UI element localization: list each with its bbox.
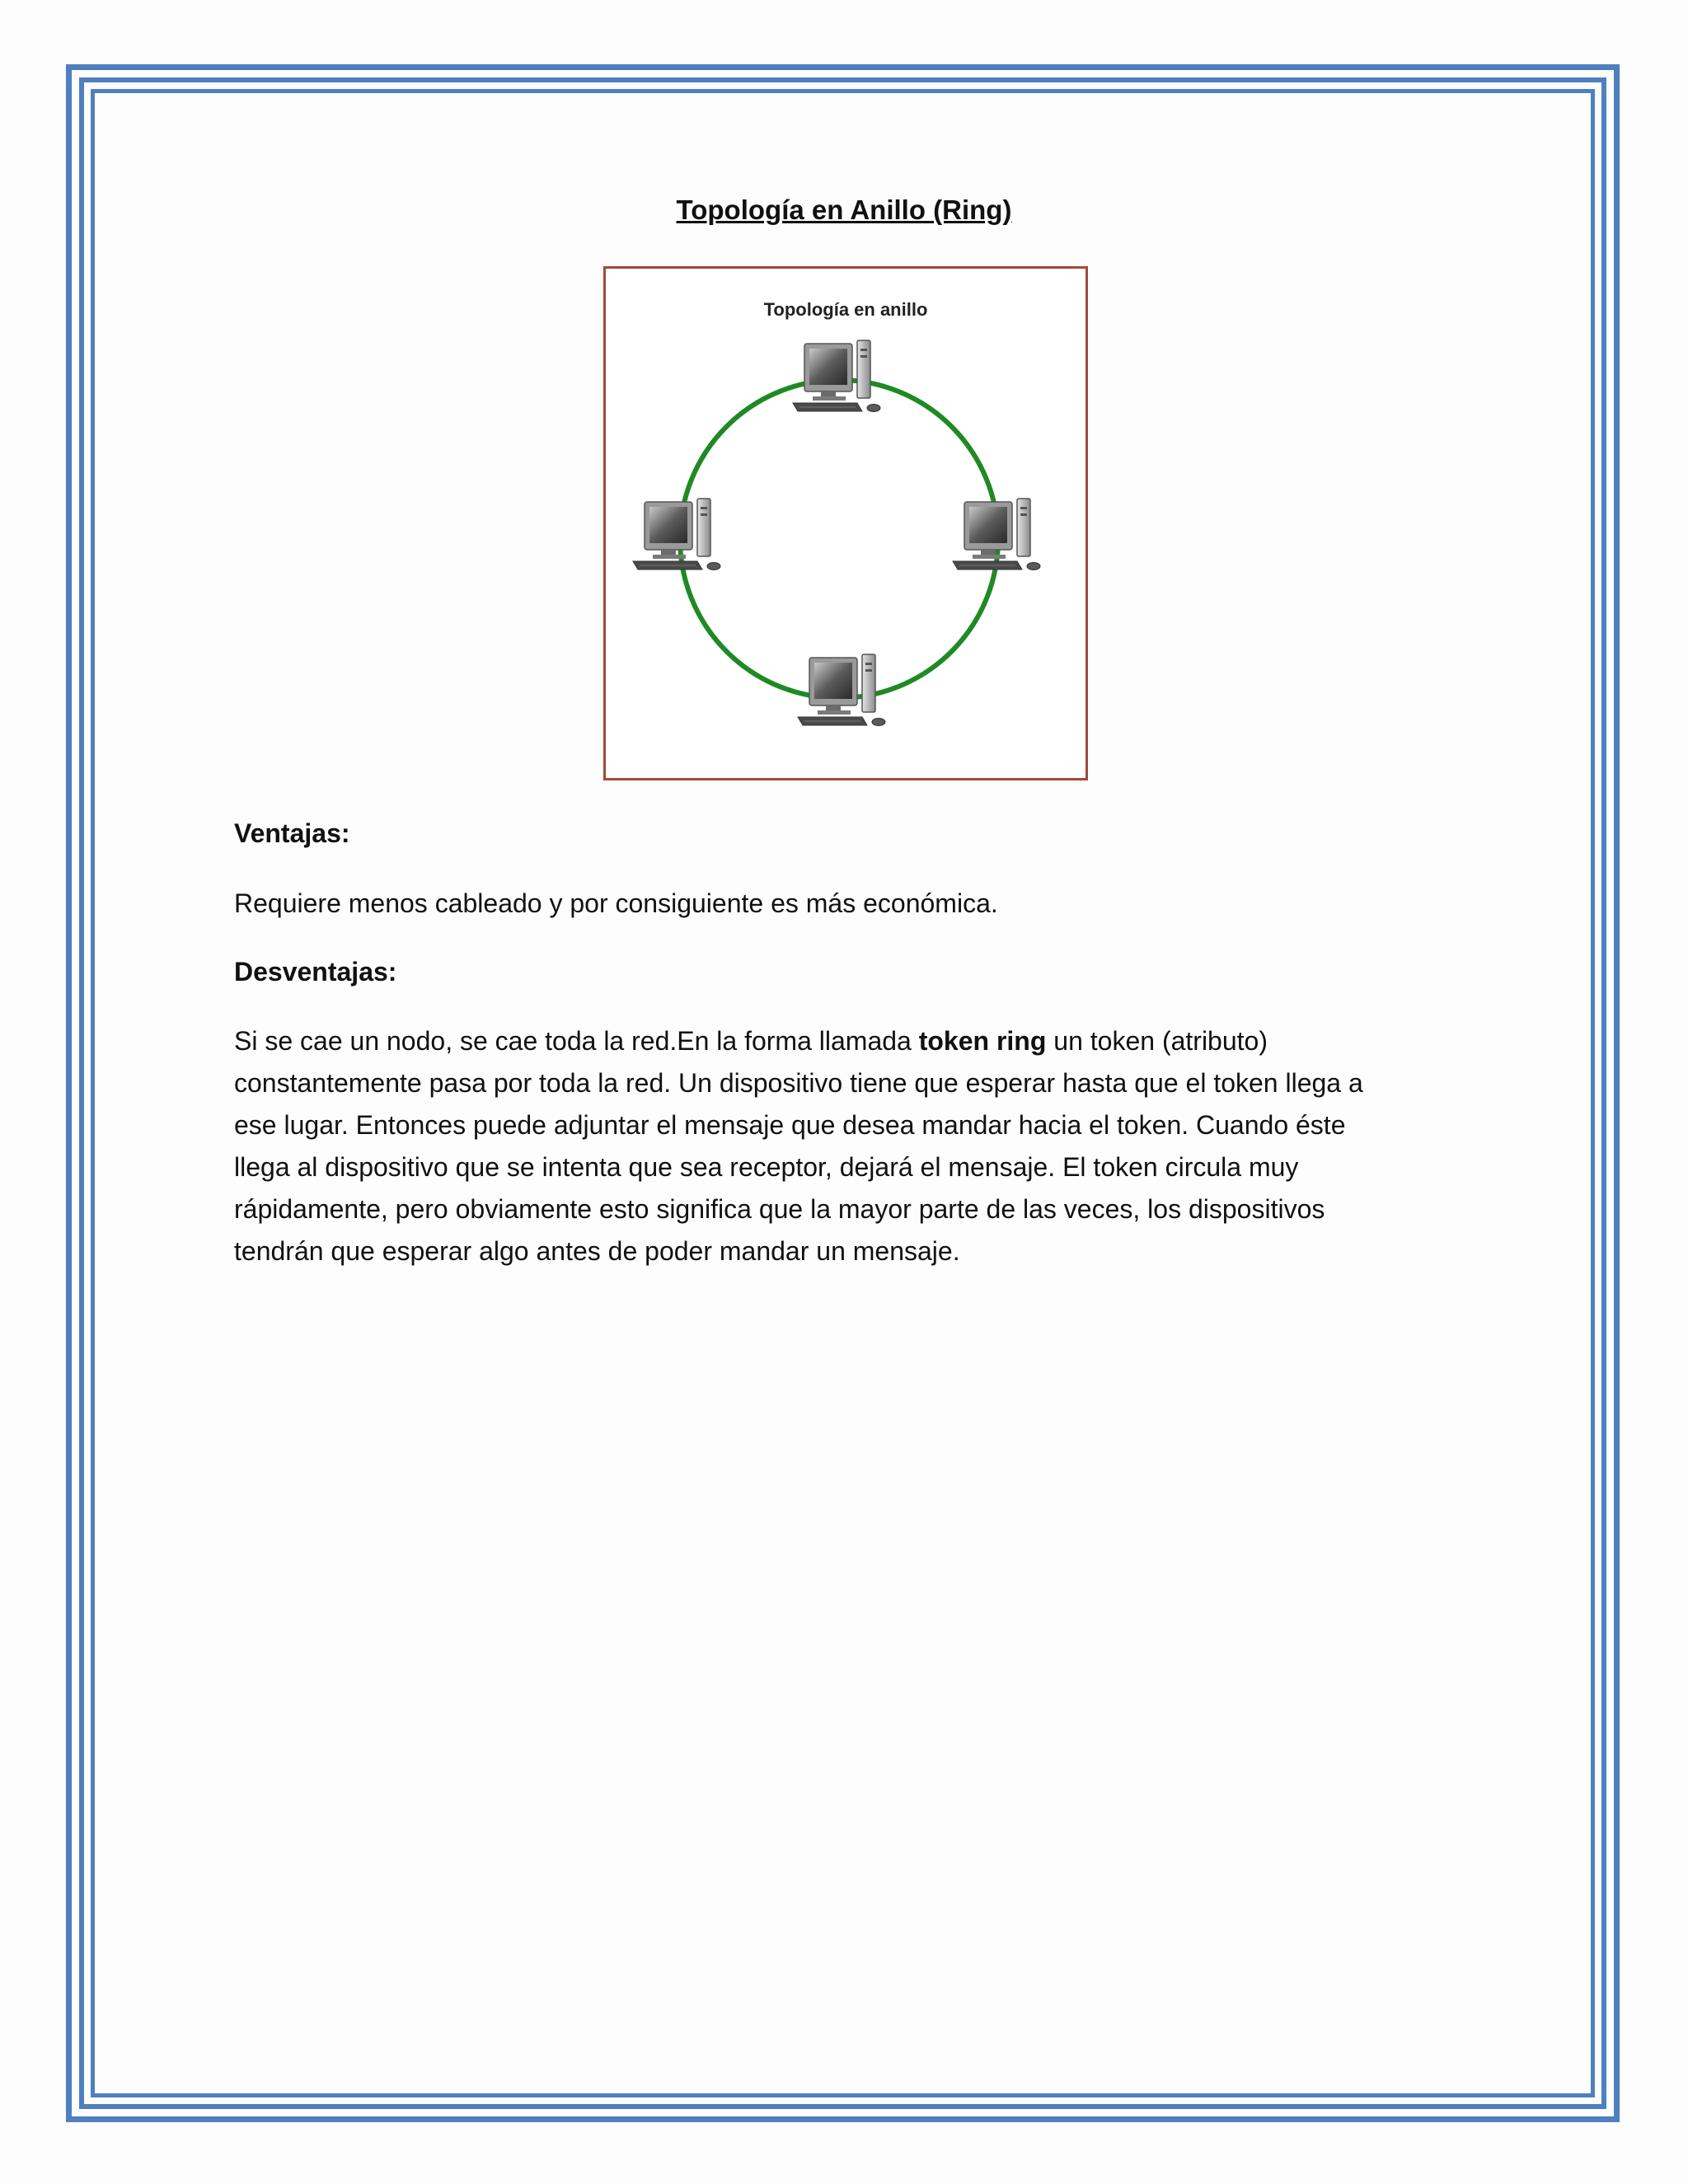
desventajas-line-6: tendrán que esperar algo antes de poder mandar un mensaje. (234, 1236, 960, 1266)
ring-topology-figure (603, 266, 1088, 780)
desventajas-line-1-start: Si se cae un nodo, se cae toda la red.En la forma llamada (234, 1026, 919, 1056)
ring-connection (680, 380, 998, 698)
ventajas-heading: Ventajas: (234, 818, 350, 848)
desventajas-heading: Desventajas: (234, 957, 397, 987)
desventajas-line-4: llega al dispositivo que se intenta que sea receptor, dejará el mensaje. El token circula muy (234, 1152, 1299, 1182)
computer-node-bottom (798, 654, 885, 726)
token-ring-term: token ring (918, 1026, 1047, 1056)
page-title: Topología en Anillo (Ring) (676, 194, 1012, 225)
desventajas-line-1-end: un token (atributo) (1046, 1026, 1268, 1056)
desventajas-line-2: constantemente pasa por toda la red. Un dispositivo tiene que esperar hasta que el token llega a (234, 1068, 1363, 1098)
figure-caption: Topología en anillo (763, 299, 928, 320)
ventajas-text: Requiere menos cableado y por consiguiente es más económica. (234, 888, 998, 918)
desventajas-line-5: rápidamente, pero obviamente esto significa que la mayor parte de las veces, los dispositivos (234, 1194, 1325, 1224)
computer-node-left (633, 499, 720, 570)
ring-topology-diagram (606, 269, 1085, 778)
desventajas-line-3: ese lugar. Entonces puede adjuntar el mensaje que desea mandar hacia el token. Cuando éste (234, 1110, 1346, 1140)
computer-node-top (793, 340, 880, 412)
desventajas-paragraph (234, 1020, 1454, 1272)
desventajas-line-1 (234, 1020, 1454, 1062)
